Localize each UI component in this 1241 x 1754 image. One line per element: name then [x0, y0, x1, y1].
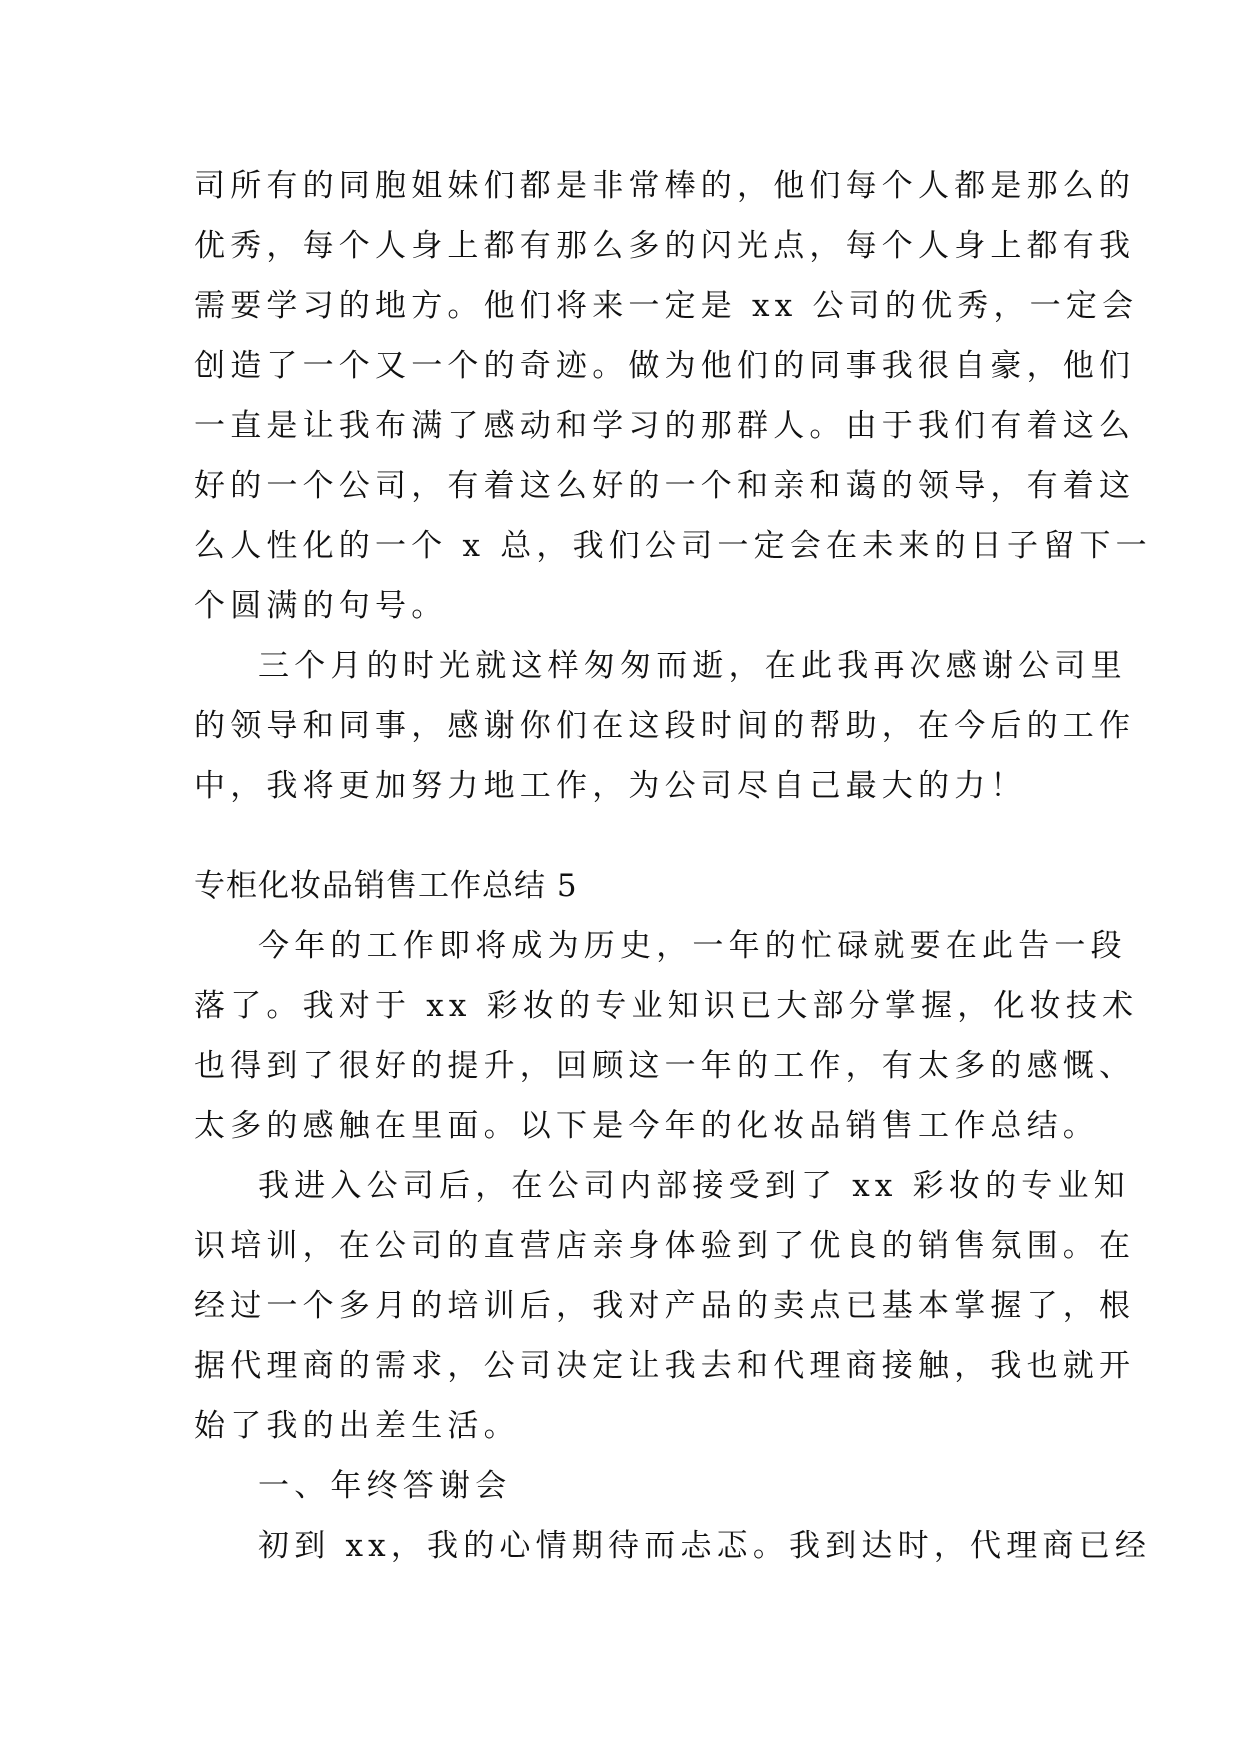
paragraph-line: 落了。我对于 xx 彩妆的专业知识已大部分掌握，化妆技术	[194, 988, 1139, 1024]
paragraph-line: 经过一个多月的培训后，我对产品的卖点已基本掌握了，根	[194, 1288, 1136, 1324]
paragraph-line: 中，我将更加努力地工作，为公司尽自己最大的力！	[194, 768, 1027, 804]
paragraph-line: 么人性化的一个 x 总，我们公司一定会在未来的日子留下一	[194, 528, 1152, 564]
paragraph-line: 个圆满的句号。	[194, 588, 448, 624]
paragraph-line: 三个月的时光就这样匆匆而逝，在此我再次感谢公司里	[258, 648, 1127, 684]
paragraph-line: 一直是让我布满了感动和学习的那群人。由于我们有着这么	[194, 408, 1136, 444]
paragraph-line: 我进入公司后，在公司内部接受到了 xx 彩妆的专业知	[258, 1168, 1130, 1204]
paragraph-line: 的领导和同事，感谢你们在这段时间的帮助，在今后的工作	[194, 708, 1136, 744]
section-title: 专柜化妆品销售工作总结 5	[194, 868, 578, 904]
paragraph-line: 优秀，每个人身上都有那么多的闪光点，每个人身上都有我	[194, 228, 1136, 264]
paragraph-line: 好的一个公司，有着这么好的一个和亲和蔼的领导，有着这	[194, 468, 1136, 504]
paragraph-line: 据代理商的需求，公司决定让我去和代理商接触，我也就开	[194, 1348, 1136, 1384]
paragraph-line: 识培训，在公司的直营店亲身体验到了优良的销售氛围。在	[194, 1228, 1136, 1264]
paragraph-line: 创造了一个又一个的奇迹。做为他们的同事我很自豪，他们	[194, 348, 1136, 384]
paragraph-line: 始了我的出差生活。	[194, 1408, 520, 1444]
paragraph-line: 初到 xx，我的心情期待而忐忑。我到达时，代理商已经	[258, 1528, 1152, 1564]
paragraph-line: 司所有的同胞姐妹们都是非常棒的，他们每个人都是那么的	[194, 168, 1136, 204]
paragraph-line: 太多的感触在里面。以下是今年的化妆品销售工作总结。	[194, 1108, 1099, 1144]
paragraph-line: 需要学习的地方。他们将来一定是 xx 公司的优秀，一定会	[194, 288, 1139, 324]
paragraph-line: 也得到了很好的提升，回顾这一年的工作，有太多的感慨、	[194, 1048, 1136, 1084]
paragraph-line: 今年的工作即将成为历史，一年的忙碌就要在此告一段	[258, 928, 1127, 964]
subheading: 一、年终答谢会	[258, 1468, 512, 1504]
